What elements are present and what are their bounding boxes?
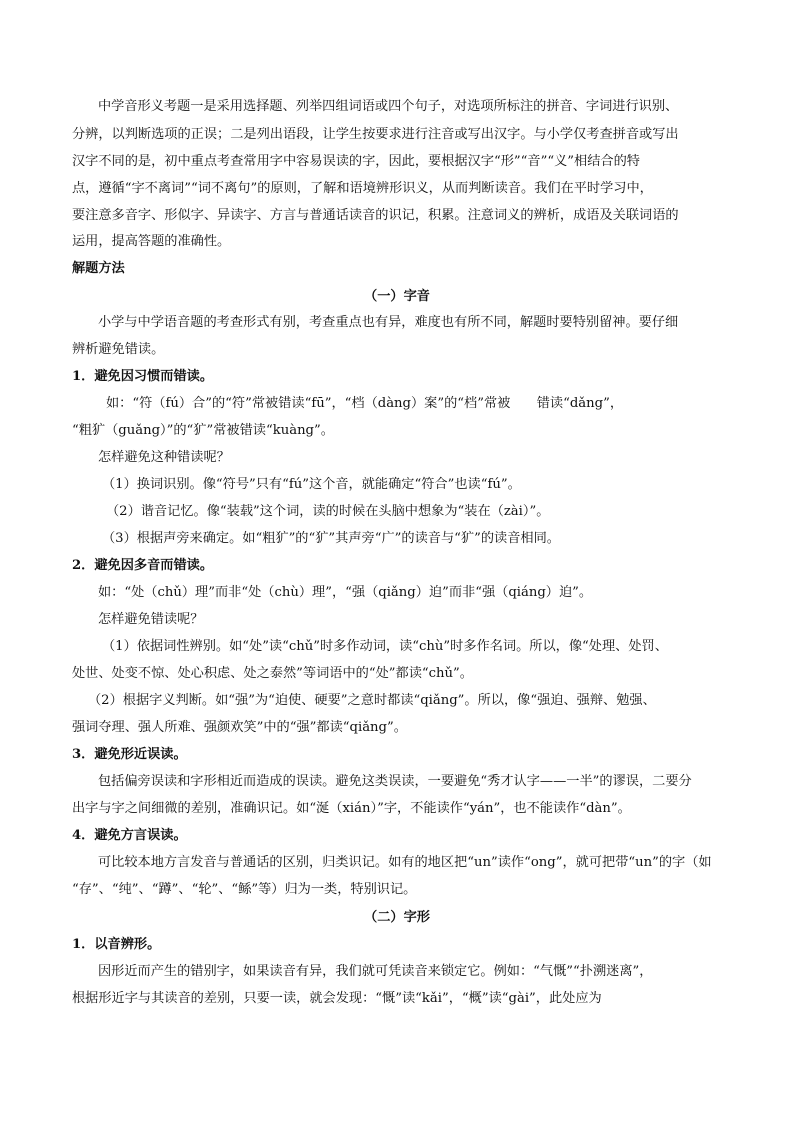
intro-line-3: 汉字不同的是，初中重点考查常用字中容易误读的字，因此，要根据汉字“形”“音”“义”相结合的特 — [72, 154, 640, 169]
method-line: （2）根据字义判断。如“强”为“迫使、硬要”之意时都读“qiǎng”。所以，像“强迫、强辩、勉强、 — [88, 693, 656, 708]
method-line: （1）依据词性辨别。如“处”读“chǔ”时多作动词，读“chù”时多作名词。所以，像“处理、处罚、 — [102, 639, 668, 654]
paragraph-line: 因形近而产生的错别字，如果读音有异，我们就可凭读音来锁定它。例如：“气慨”“扑溯迷离”， — [98, 964, 653, 979]
method-line: （1）换词识别。像“符号”只有“fú”这个音，就能确定“符合”也读“fú”。 — [102, 477, 521, 492]
paragraph-line: 包括偏旁误读和字形相近而造成的误读。避免这类误读，一要避免“秀才认字——一半”的谬误，二要分 — [98, 774, 692, 789]
paragraph-line: 辨析避免错读。 — [72, 342, 165, 357]
paragraph-line: 小学与中学语音题的考查形式有别，考查重点也有异，难度也有所不同，解题时要特别留神。要仔细 — [98, 315, 679, 330]
intro-line-2: 分辨，以判断选项的正误；二是列出语段，让学生按要求进行注音或写出汉字。与小学仅考查拼音或写出 — [72, 127, 679, 142]
question-line: 怎样避免这种错读呢？ — [98, 450, 230, 465]
paragraph-line: 出字与字之间细微的差别，准确识记。如“涎（xián）”字，不能读作“yán”，也不能读作“dàn”。 — [72, 801, 631, 816]
question-line: 怎样避免错读呢？ — [98, 612, 204, 627]
item-heading-1: 1．避免因习惯而错读。 — [72, 369, 214, 384]
method-line: （2）谐音记忆。像“装载”这个词，读的时候在头脑中想象为“装在（zài）”。 — [106, 504, 550, 519]
item-heading-4: 4．避免方言误读。 — [72, 828, 187, 843]
section-heading-methods: 解题方法 — [72, 261, 125, 276]
intro-line-4: 点，遵循“字不离词”“词不离句”的原则，了解和语境辨形识义，从而判断读音。我们在平时学习中， — [72, 181, 653, 196]
paragraph-line: “存”、“纯”、“蹲”、“轮”、“鲧”等）归为一类，特别识记。 — [72, 882, 417, 897]
item-heading-2: 2．避免因多音而错读。 — [72, 558, 214, 573]
intro-line-5: 要注意多音字、形似字、异读字、方言与普通话读音的识记，积累。注意词义的辨析，成语及关联词语的 — [72, 208, 679, 223]
paragraph-line: 根据形近字与其读音的差别，只要一读，就会发现：“慨”读“kǎi”，“概”读“gài”，此处应为 — [72, 991, 602, 1006]
example-line: 如：“处（chǔ）理”而非“处（chù）理”，“强（qiǎng）迫”而非“强（qiáng）迫”。 — [98, 585, 593, 600]
example-line: 如：“符（fú）合”的“符”常被错读“fū”，“档（dàng）案”的“档”常被 错读“dǎng”， — [106, 396, 624, 411]
intro-line-1: 中学音形义考题一是采用选择题、列举四组词语或四个句子，对选项所标注的拼音、字词进行识别、 — [98, 99, 679, 114]
method-line: 处世、处变不惊、处心积虑、处之泰然”等词语中的“处”都读“chǔ”。 — [72, 666, 473, 681]
paragraph-line: 可比较本地方言发音与普通话的区别，归类识记。如有的地区把“un”读作“ong”，就可把带“un”的字（如 — [98, 855, 712, 870]
method-line: 强词夺理、强人所难、强颜欢笑”中的“强”都读“qiǎng”。 — [72, 720, 407, 735]
subsection-heading-pronunciation: （一）字音 — [364, 289, 430, 304]
intro-line-6: 运用，提高答题的准确性。 — [72, 234, 231, 249]
item-heading-3: 3．避免形近误读。 — [72, 747, 187, 762]
subsection-heading-form: （二）字形 — [364, 910, 430, 925]
item-heading-form-1: 1．以音辨形。 — [72, 937, 161, 952]
example-line: “粗犷（guǎng）”的“犷”常被错读“kuàng”。 — [72, 423, 334, 438]
method-line: （3）根据声旁来确定。如“粗犷”的“犷”其声旁“广”的读音与“犷”的读音相同。 — [102, 531, 560, 546]
